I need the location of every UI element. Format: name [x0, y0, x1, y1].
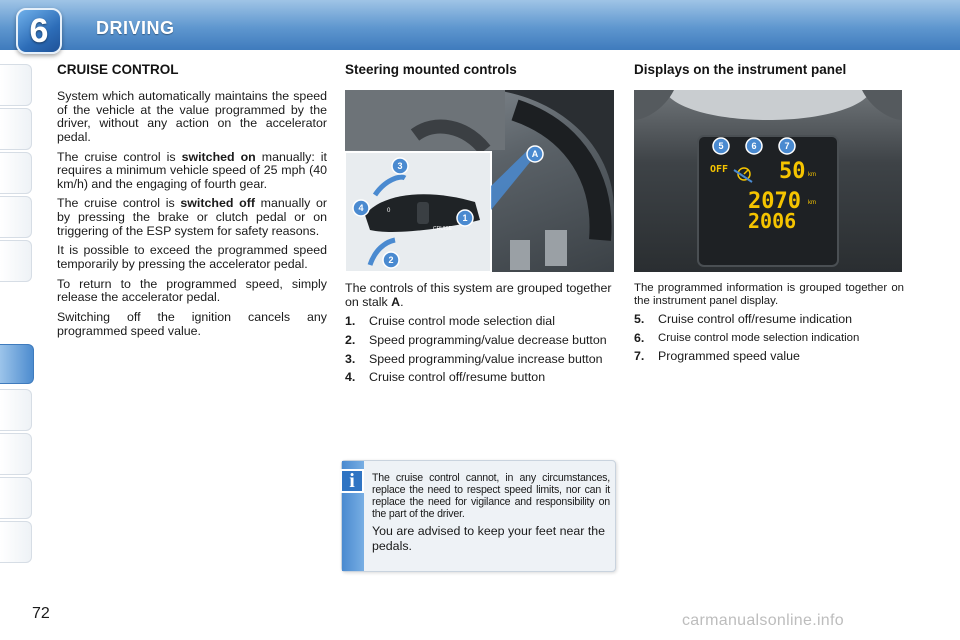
- page-header: [0, 0, 960, 50]
- cruise-control-text: [57, 90, 327, 344]
- chapter-tab-6-active[interactable]: [0, 344, 34, 384]
- lcd-speed-unit: km: [808, 172, 816, 178]
- list-item: 6. Cruise control mode selection indication: [634, 330, 860, 345]
- list-item: 1. Cruise control mode selection dial: [345, 314, 555, 329]
- chapter-title: DRIVING: [96, 18, 175, 38]
- svg-text:2: 2: [388, 255, 394, 265]
- chapter-tab-strip: [0, 64, 34, 576]
- steering-intro: The controls of this system are grouped together on stalk A.: [345, 281, 612, 309]
- lcd-odometer-unit: km: [808, 200, 816, 206]
- svg-text:5: 5: [718, 141, 724, 151]
- chapter-tab-1[interactable]: [0, 64, 32, 106]
- svg-text:6: 6: [751, 141, 757, 151]
- info-note-box: [341, 460, 616, 572]
- chapter-tab-10[interactable]: [0, 521, 32, 563]
- info-advice-text: You are advised to keep your feet near the pedals.: [372, 524, 606, 553]
- instrument-displays-title: Displays on the instrument panel: [634, 62, 847, 77]
- steering-stalk-photo: [345, 90, 614, 272]
- chapter-tab-2[interactable]: [0, 108, 32, 150]
- lcd-odometer: 2070: [748, 189, 801, 214]
- lcd-off-indicator: OFF: [710, 164, 729, 175]
- stalk-label-zero: 0: [387, 208, 391, 214]
- svg-text:4: 4: [358, 203, 364, 213]
- watermark: carmanualsonline.info: [682, 612, 844, 629]
- chapter-tab-8[interactable]: [0, 433, 32, 475]
- svg-text:3: 3: [397, 161, 403, 171]
- list-item: 4. Cruise control off/resume button: [345, 370, 546, 385]
- steering-controls-title: Steering mounted controls: [345, 62, 517, 77]
- instrument-panel-illustration: [634, 90, 902, 272]
- page-number: 72: [32, 605, 50, 622]
- paragraph: System which automatically maintains the speed of the vehicle at the value programmed by the driver, without any action on the accelerator pedal.: [57, 89, 327, 144]
- paragraph: The cruise control is switched on manually: it requires a minimum vehicle speed of 25 mph (40 km/h) and the engaging of fourth gear.: [57, 149, 327, 191]
- paragraph: To return to the programmed speed, simply release the accelerator pedal.: [57, 276, 327, 305]
- chapter-tab-7[interactable]: [0, 389, 32, 431]
- instrument-displays-text: [634, 282, 904, 369]
- list-item: 5. Cruise control off/resume indication: [634, 312, 852, 327]
- info-warning-text: The cruise control cannot, in any circumstances, replace the need to respect speed limits, nor can it replace the need for vigilance and responsibility on the part of the driver.: [372, 472, 610, 520]
- chapter-number: 6: [29, 12, 49, 50]
- stalk-label-cruise: CRUISE: [433, 226, 452, 232]
- chapter-number-badge: [16, 8, 62, 54]
- paragraph: Switching off the ignition cancels any programmed speed value.: [57, 309, 327, 338]
- chapter-tab-3[interactable]: [0, 152, 32, 194]
- info-text: [372, 473, 610, 553]
- lcd-speed: 50: [779, 159, 806, 184]
- steering-stalk-illustration: [345, 90, 614, 272]
- cruise-control-title: CRUISE CONTROL: [57, 62, 179, 77]
- chapter-tab-4[interactable]: [0, 196, 32, 238]
- svg-text:7: 7: [784, 141, 790, 151]
- paragraph: It is possible to exceed the programmed speed temporarily by pressing the accelerator pedal.: [57, 243, 327, 272]
- list-item: 3. Speed programming/value increase button: [345, 351, 603, 366]
- steering-controls-text: [345, 282, 615, 390]
- svg-text:A: A: [531, 149, 539, 159]
- instrument-panel-photo: [634, 90, 902, 272]
- list-item: 2. Speed programming/value decrease button: [345, 332, 607, 347]
- chapter-tab-9[interactable]: [0, 477, 32, 519]
- paragraph: The cruise control is switched off manually or by pressing the brake or clutch pedal or on triggering of the ESP system for safety reasons.: [57, 196, 328, 238]
- list-item: 7. Programmed speed value: [634, 349, 800, 364]
- lcd-trip: 2006: [748, 209, 797, 233]
- svg-text:1: 1: [462, 213, 468, 223]
- displays-intro: The programmed information is grouped together on the instrument panel display.: [634, 282, 904, 307]
- chapter-tab-5[interactable]: [0, 240, 32, 282]
- info-icon: i: [340, 469, 364, 493]
